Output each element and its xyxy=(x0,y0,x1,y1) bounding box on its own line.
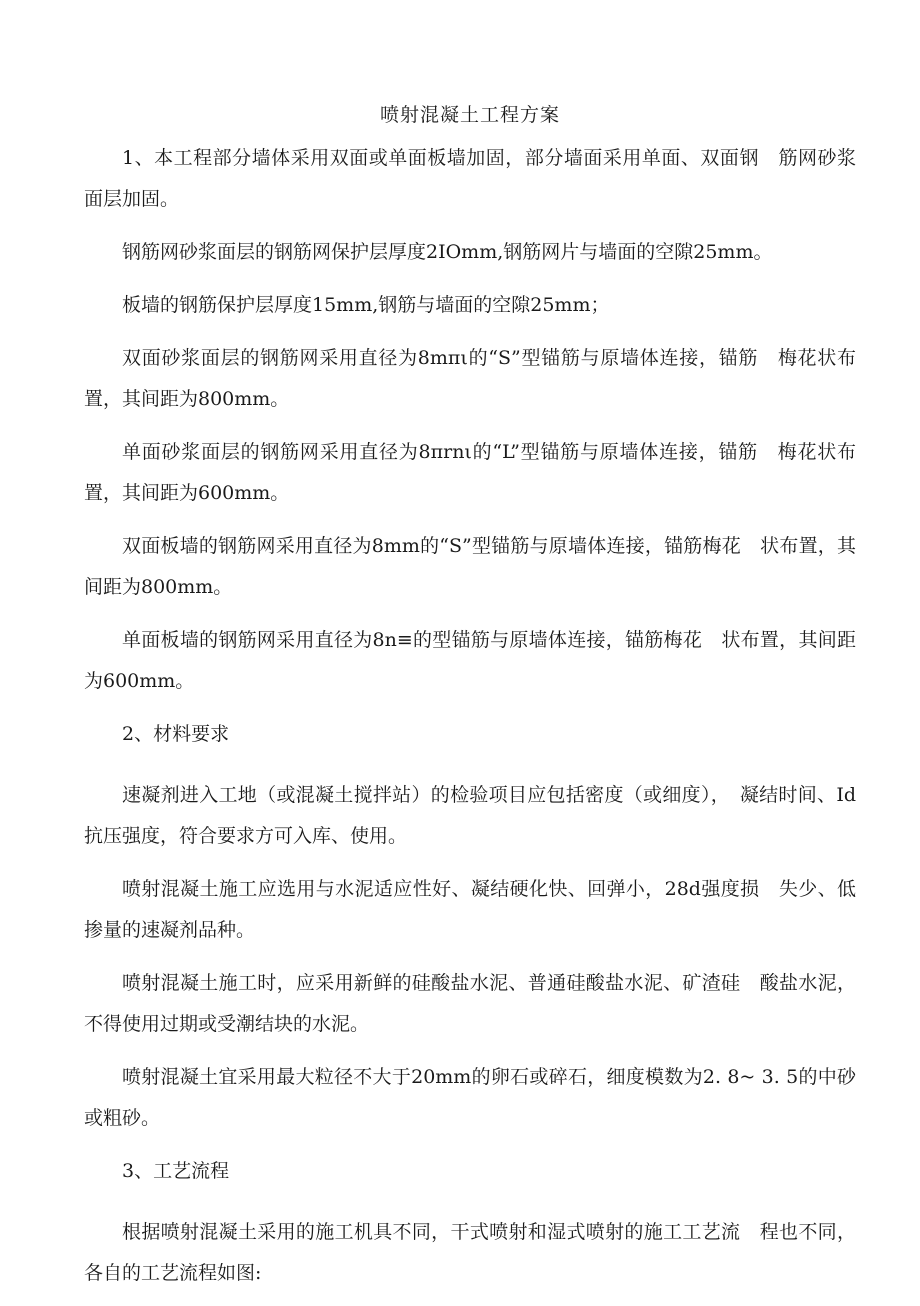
paragraph-accelerator-selection: 喷射混凝土施工应选用与水泥适应性好、凝结硬化快、回弹小，28d强度损 失少、低掺量的速凝剂品种。 xyxy=(84,878,856,941)
paragraph-single-wall-anchor: 单面板墙的钢筋网采用直径为8n≡的型锚筋与原墙体连接，锚筋梅花 状布置，其间距为600mm。 xyxy=(84,629,856,692)
document-page xyxy=(84,100,856,1306)
paragraph-aggregate: 喷射混凝土宜采用最大粒径不大于20mm的卵石或碎石，细度模数为2. 8~ 3. 5的中砂或粗砂。 xyxy=(84,1066,856,1129)
paragraph-single-mortar-anchor: 单面砂浆面层的钢筋网采用直径为8πrnι的“L”型锚筋与原墙体连接，锚筋 梅花状布置，其间距为600mm。 xyxy=(84,441,856,504)
paragraph-wall-cover: 板墙的钢筋保护层厚度15mm,钢筋与墙面的空隙25mm； xyxy=(122,294,610,316)
document-title: 喷射混凝土工程方案 xyxy=(379,104,560,126)
section-heading-process: 3、工艺流程 xyxy=(122,1160,230,1182)
section-heading-materials: 2、材料要求 xyxy=(122,723,230,745)
paragraph-process-flow: 根据喷射混凝土采用的施工机具不同，干式喷射和湿式喷射的施工工艺流 程也不同，各自的工艺流程如图: xyxy=(84,1221,856,1284)
paragraph-mesh-cover: 钢筋网砂浆面层的钢筋网保护层厚度2IOmm,钢筋网片与墙面的空隙25mm。 xyxy=(122,241,773,263)
paragraph-double-mortar-anchor: 双面砂浆面层的钢筋网采用直径为8mπι的“S”型锚筋与原墙体连接，锚筋 梅花状布置，其间距为800mm。 xyxy=(84,347,856,410)
paragraph-accelerator-inspection: 速凝剂进入工地（或混凝土搅拌站）的检验项目应包括密度（或细度）， 凝结时间、Id抗压强度，符合要求方可入库、使用。 xyxy=(84,784,856,847)
paragraph-double-wall-anchor: 双面板墙的钢筋网采用直径为8mm的“S”型锚筋与原墙体连接，锚筋梅花 状布置，其间距为800mm。 xyxy=(84,535,856,598)
paragraph-cement: 喷射混凝土施工时，应采用新鲜的硅酸盐水泥、普通硅酸盐水泥、矿渣硅 酸盐水泥，不得使用过期或受潮结块的水泥。 xyxy=(84,972,856,1035)
paragraph-scope: 1、本工程部分墙体采用双面或单面板墙加固，部分墙面采用单面、双面钢 筋网砂浆面层加固。 xyxy=(84,147,856,210)
